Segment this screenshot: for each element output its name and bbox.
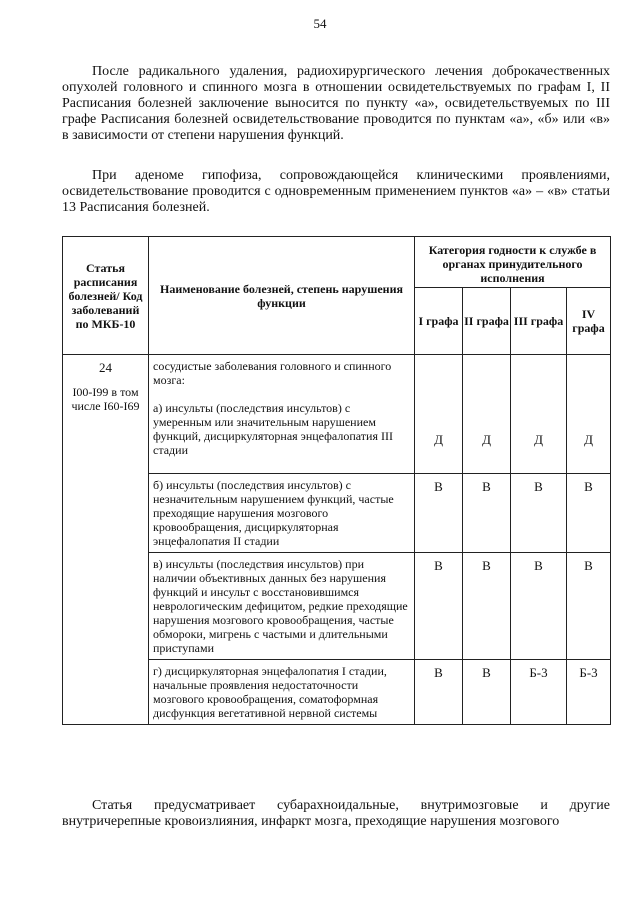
- article-number: 24: [99, 360, 112, 375]
- value-col-2: В: [463, 474, 511, 553]
- intro-text: сосудистые заболевания головного и спинного мозга:: [153, 359, 392, 387]
- row-description: [149, 355, 415, 474]
- row-description: в) инсульты (последствия инсультов) при наличии объективных данных без нарушения функций и инсульт с восстановившимся неврологическим дефицитом, редкие преходящие нарушения мозгового кровообращения, частые обмороки, мигрень с частыми и длительными приступами: [149, 553, 415, 660]
- paragraph-pituitary: [62, 168, 610, 216]
- paragraph-text: При аденоме гипофиза, сопровождающейся клиническими проявлениями, освидетельствование проводится с одновременным применением пунктов «а» – «в» статьи 13 Расписания болезней.: [62, 168, 610, 215]
- value-col-1: В: [415, 660, 463, 725]
- value-col-4: Б-3: [567, 660, 611, 725]
- header-article: Статья расписания болезней/ Код заболеваний по МКБ-10: [63, 237, 149, 355]
- value-col-4: Д: [567, 355, 611, 474]
- header-disease-name: Наименование болезней, степень нарушения функции: [149, 237, 415, 355]
- value-col-4: В: [567, 474, 611, 553]
- header-col-2: II графа: [463, 288, 511, 355]
- row-description: б) инсульты (последствия инсультов) с незначительным нарушением функций, частые преходящие нарушения мозгового кровообращения, дисциркуляторная энцефалопатия II стадии: [149, 474, 415, 553]
- paragraph-text: После радикального удаления, радиохирургического лечения доброкачественных опухолей головного и спинного мозга в отношении освидетельствуемых по графам I, II Расписания болезней заключение выносится по пункту «а», освидетельствуемых по III графе Расписания болезней освидетельствование проводится по пунктам «а», «б» или «в» в зависимости от степени нарушения функций.: [62, 64, 610, 143]
- value-col-3: Б-3: [511, 660, 567, 725]
- value-col-2: В: [463, 553, 511, 660]
- row-description: г) дисциркуляторная энцефалопатия I стадии, начальные проявления недостаточности мозгового кровообращения, соматоформная дисфункция вегетативной нервной системы: [149, 660, 415, 725]
- paragraph-surgery: [62, 64, 610, 144]
- table-row: [63, 355, 611, 474]
- fitness-table: [62, 236, 611, 725]
- header-col-1: I графа: [415, 288, 463, 355]
- header-col-4: IV графа: [567, 288, 611, 355]
- page-number: 54: [313, 16, 327, 31]
- value-col-1: Д: [415, 355, 463, 474]
- table-header-row: [63, 237, 611, 288]
- paragraph-text: Статья предусматривает субарахноидальные, внутримозговые и другие внутричерепные кровоизлияния, инфаркт мозга, преходящие нарушения мозгового: [62, 798, 610, 829]
- article-cell: [63, 355, 149, 725]
- header-col-3: III графа: [511, 288, 567, 355]
- value-col-1: В: [415, 474, 463, 553]
- header-category: Категория годности к службе в органах принудительного исполнения: [415, 237, 611, 288]
- value-col-3: Д: [511, 355, 567, 474]
- value-col-1: В: [415, 553, 463, 660]
- value-col-2: Д: [463, 355, 511, 474]
- item-text: а) инсульты (последствия инсультов) с умеренным или значительным нарушением функций, дисциркуляторная энцефалопатия III стадии: [153, 401, 393, 457]
- value-col-3: В: [511, 474, 567, 553]
- value-col-2: В: [463, 660, 511, 725]
- article-codes: I00-I99 в том числе I60-I69: [71, 385, 140, 413]
- value-col-4: В: [567, 553, 611, 660]
- value-col-3: В: [511, 553, 567, 660]
- paragraph-article: [62, 798, 610, 830]
